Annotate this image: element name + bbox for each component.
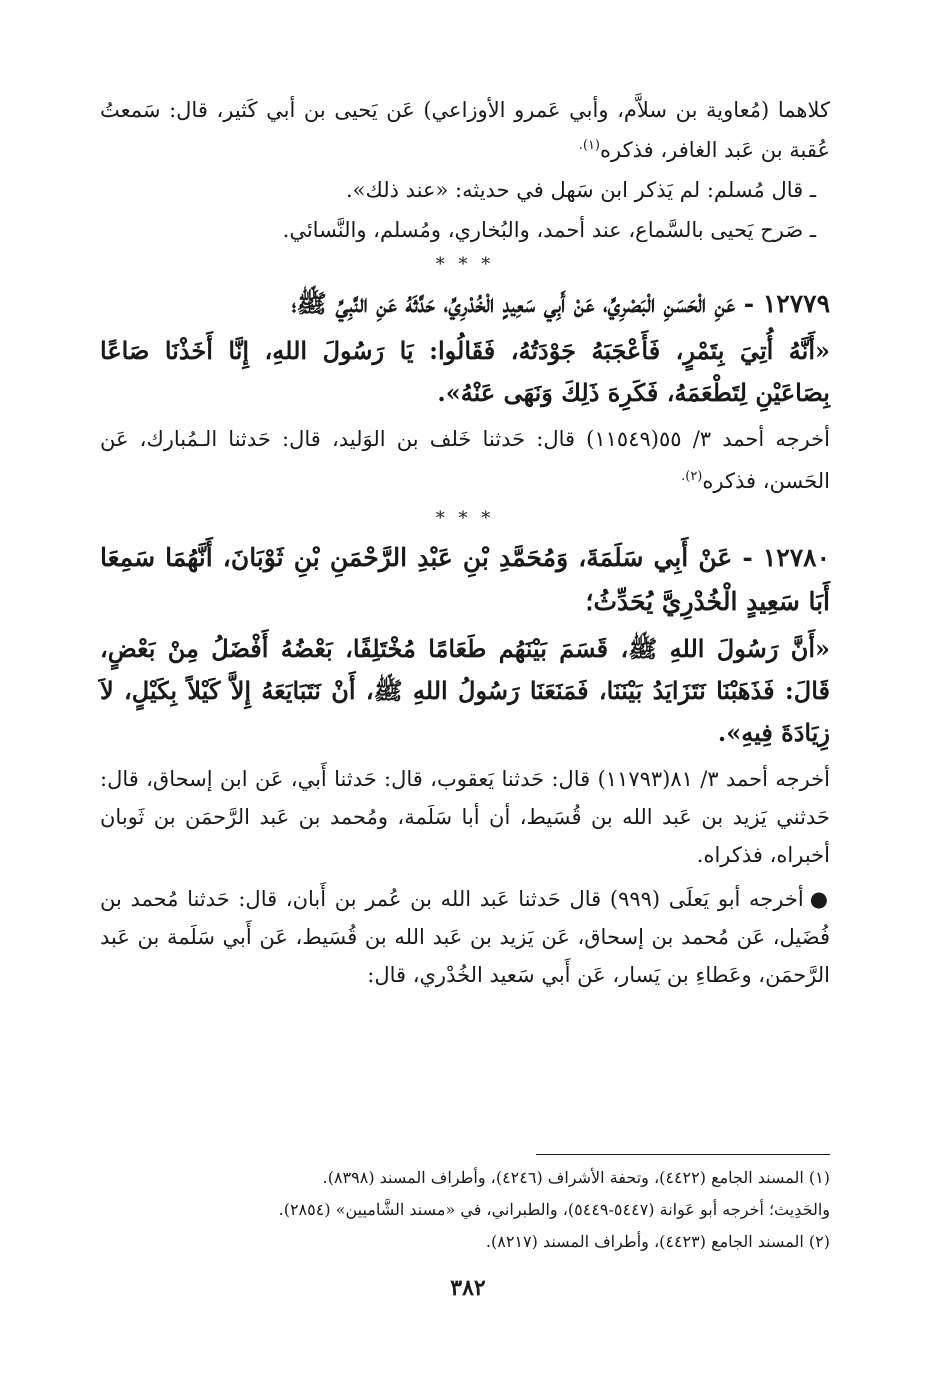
page-body xyxy=(100,92,830,1000)
intro-note: ـ قال مُسلم: لم يَذكر ابن سَهل في حديثه: «عند ذلك». xyxy=(345,178,816,202)
hadith-takhrij: أخرجه أحمد ٣/ ٥٥(١١٥٤٩) قال: حَدثنا خَلف بن الوَليد، قال: حَدثنا الـمُبارك، عَن الحَسن، فذكره$^{(٢).}$ xyxy=(100,427,830,493)
footnote: والحَدِيث؛ أخرجه أبو عَوانة (٥٤٤٧-٥٤٤٩)، والطبراني، في «مسند الشَّاميين» (٢٨٥٤). xyxy=(278,1200,830,1219)
intro-block xyxy=(100,92,830,248)
bullet-icon: ● xyxy=(809,886,830,911)
footnotes xyxy=(100,1162,830,1258)
hadith-number: ١٢٧٧٩ xyxy=(762,289,830,318)
page-number: ٣٨٢ xyxy=(450,1275,486,1301)
hadith-number: ١٢٧٨٠ xyxy=(762,543,830,572)
hadith-12779 xyxy=(100,282,830,500)
hadith-12780 xyxy=(100,536,830,994)
footnote: (٢) المسند الجامع (٤٤٢٣)، وأطراف المسند (٨٢١٧). xyxy=(485,1232,830,1251)
hadith-heading: ١٢٧٧٩ - عَنِ الْحَسَنِ الْبَصْرِيِّ، عَنْ أَبِي سَعِيدٍ الْخُدْرِيِّ، حَدَّثَهُ عَنِ النَّبِيِّ ﷺ؛ xyxy=(291,289,830,318)
section-separator: * * * xyxy=(435,508,495,529)
hadith-heading: ١٢٧٨٠ - عَنْ أَبِي سَلَمَةَ، وَمُحَمَّدِ بْنِ عَبْدِ الرَّحْمَنِ بْنِ ثَوْبَانَ، أَنَّهُمَا سَمِعَا أَبَا سَعِيدٍ الْخُدْرِيَّ يُحَدِّثُ؛ xyxy=(100,543,830,616)
footnote: (١) المسند الجامع (٤٤٢٢)، وتحفة الأشراف (٤٢٤٦)، وأطراف المسند (٨٣٩٨). xyxy=(322,1168,830,1187)
hadith-takhrij: ●أخرجه أبو يَعلَى (٩٩٩) قال حَدثنا عَبد الله بن عُمر بن أَبان، قال: حَدثنا مُحمد بن فُضَيل، عَن مُحمد بن إسحاق، عَن يَزيد بن عَبد الله بن قُسَيط، عَن أَبي سَلَمة بن عَبد الرَّحمَن، وعَطاءِ بن يَسار، عَن أَبي سَعيد الخُدْري، قال: xyxy=(100,886,830,987)
section-separator: * * * xyxy=(435,254,495,275)
hadith-matn: «أَنَّ رَسُولَ اللهِ ﷺ، قَسَمَ بَيْنَهُم طَعَامًا مُخْتَلِفًا، بَعْضُهُ أَفْضَلُ مِنْ بَعْضٍ، قَالَ: فَذَهَبْنَا نَتَزَايَدُ بَيْنَنَا، فَمَنَعَنَا رَسُولُ اللهِ ﷺ، أَنْ نَتَبَايَعَهُ إِلاَّ كَيْلاً بِكَيْلٍ، لاَ زِيَادَةَ فِيهِ». xyxy=(100,634,830,747)
hadith-takhrij: أخرجه أحمد ٣/ ٨١(١١٧٩٣) قال: حَدثنا يَعقوب، قال: حَدثنا أَبي، عَن ابن إسحاق، قال: حَدثني يَزيد بن عَبد الله بن قُسَيط، أن أبا سَلَمة، ومُحمد بن عَبد الرَّحمَن بن ثَوبان أخبراه، فذكراه. xyxy=(100,767,830,867)
footnote-divider xyxy=(536,1154,830,1155)
intro-line: كلاهما (مُعاوية بن سلاَّم، وأبي عَمرو الأوزاعي) عَن يَحيى بن أبي كَثير، قال: سَمعتُ عُقبة بن عَبد الغافر، فذكره$^{(١).}$ xyxy=(100,98,830,162)
hadith-matn: «أَنَّهُ أُتِيَ بِتَمْرٍ، فَأَعْجَبَهُ جَوْدَتُهُ، فَقَالُوا: يَا رَسُولَ اللهِ، إِنَّا أَخَذْنَا صَاعًا بِصَاعَيْنِ لِتَطْعَمَهُ، فَكَرِهَ ذَلِكَ وَنَهَى عَنْهُ». xyxy=(100,336,830,407)
intro-note: ـ صَرح يَحيى بالسَّماع، عند أحمد، والبُخاري، ومُسلم، والنَّسائي. xyxy=(282,218,816,242)
footnote-ref: (١). xyxy=(578,138,600,153)
footnote-ref: (٢). xyxy=(681,469,703,484)
